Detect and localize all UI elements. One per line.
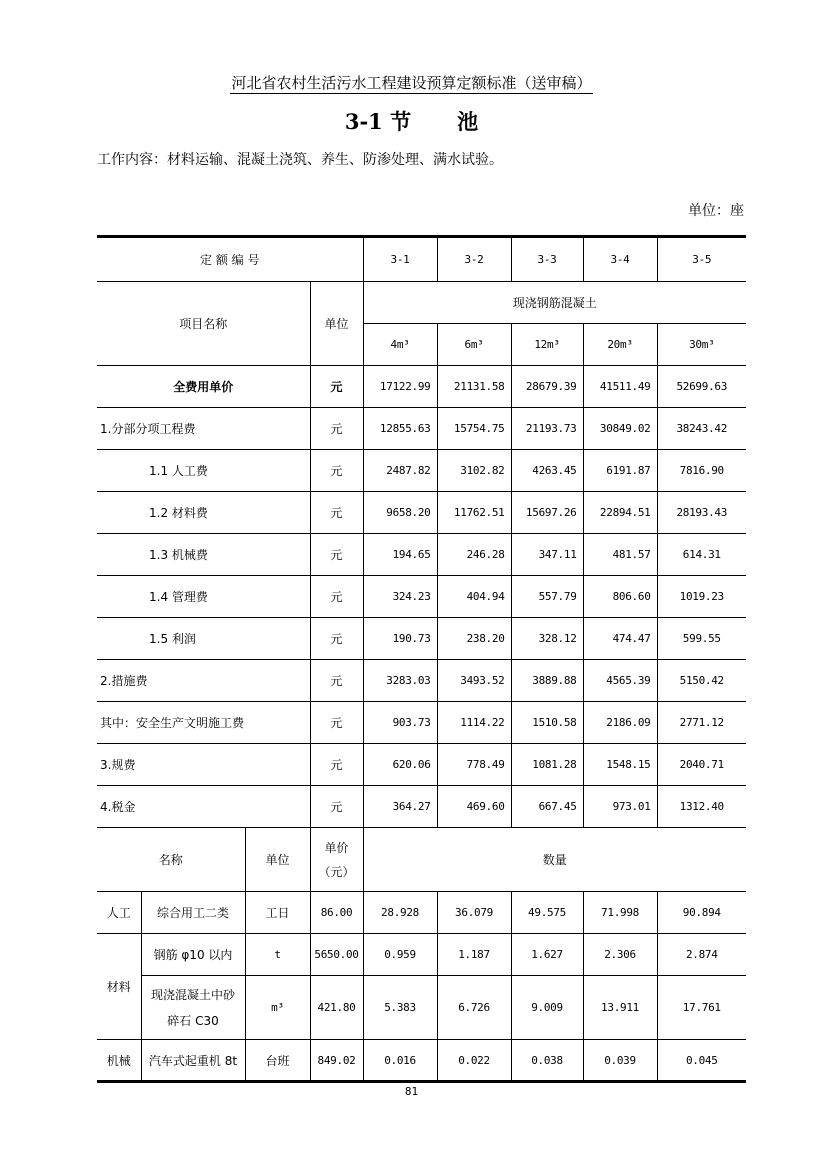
document-header: [0, 72, 823, 93]
cost-unit: 元: [310, 618, 363, 660]
cost-name: 1.2 材料费: [97, 492, 310, 534]
cost-value: 557.79: [511, 576, 583, 618]
cost-value: 21193.73: [511, 408, 583, 450]
cost-name: 1.分部分项工程费: [97, 408, 310, 450]
resource-name: 钢筋 φ10 以内: [141, 934, 245, 976]
resource-quantity: 90.894: [657, 892, 746, 934]
cost-value: 324.23: [363, 576, 437, 618]
cost-value: 12855.63: [363, 408, 437, 450]
cost-value: 903.73: [363, 702, 437, 744]
page-number: 81: [404, 1085, 419, 1098]
resource-unit: t: [245, 934, 310, 976]
resource-quantity: 49.575: [511, 892, 583, 934]
resource-quantity: 0.959: [363, 934, 437, 976]
resource-row-material: [97, 934, 746, 976]
cost-row: [97, 576, 746, 618]
resource-row-labor: [97, 892, 746, 934]
resource-price: 421.80: [310, 976, 363, 1040]
quota-number: 3-5: [657, 237, 746, 282]
cost-name: 1.4 管理费: [97, 576, 310, 618]
cost-value: 973.01: [583, 786, 657, 828]
capacity: 4m³: [363, 324, 437, 366]
cost-value: 1081.28: [511, 744, 583, 786]
cost-unit: 元: [310, 702, 363, 744]
cost-name: 1.3 机械费: [97, 534, 310, 576]
cost-value: 3889.88: [511, 660, 583, 702]
cost-unit: 元: [310, 744, 363, 786]
resource-unit: 工日: [245, 892, 310, 934]
cost-value: 1019.23: [657, 576, 746, 618]
resource-price: 86.00: [310, 892, 363, 934]
cost-value: 778.49: [437, 744, 511, 786]
cost-value: 28193.43: [657, 492, 746, 534]
cost-value: 21131.58: [437, 366, 511, 408]
resource-price: 849.02: [310, 1040, 363, 1082]
cost-row: [97, 660, 746, 702]
price-header-line1: 单价: [324, 840, 349, 855]
cost-row: [97, 702, 746, 744]
resource-quantity: 0.022: [437, 1040, 511, 1082]
cost-value: 4565.39: [583, 660, 657, 702]
resource-quantity-header: 数量: [363, 828, 746, 892]
quota-number: 3-2: [437, 237, 511, 282]
resource-header-row: [97, 828, 746, 892]
cost-row: [97, 786, 746, 828]
resource-category: 机械: [97, 1040, 141, 1082]
cost-value: 474.47: [583, 618, 657, 660]
cost-value: 6191.87: [583, 450, 657, 492]
cost-unit: 元: [310, 786, 363, 828]
cost-value: 2771.12: [657, 702, 746, 744]
resource-row-machinery: [97, 1040, 746, 1082]
cost-value: 3493.52: [437, 660, 511, 702]
price-header-line2: （元）: [318, 864, 355, 879]
cost-value: 404.94: [437, 576, 511, 618]
cost-value: 15754.75: [437, 408, 511, 450]
resource-quantity: 28.928: [363, 892, 437, 934]
cost-name: 2.措施费: [97, 660, 310, 702]
resource-name: [141, 976, 245, 1040]
resource-quantity: 6.726: [437, 976, 511, 1040]
cost-value: 2186.09: [583, 702, 657, 744]
resource-name: 汽车式起重机 8t: [141, 1040, 245, 1082]
capacity: 20m³: [583, 324, 657, 366]
resource-name-line2: 碎石 C30: [167, 1013, 219, 1028]
item-name-header: 项目名称: [97, 282, 310, 366]
cost-name: 4.税金: [97, 786, 310, 828]
resource-quantity: 0.039: [583, 1040, 657, 1082]
cost-row: [97, 492, 746, 534]
resource-category: 人工: [97, 892, 141, 934]
resource-quantity: 2.306: [583, 934, 657, 976]
cost-value: 15697.26: [511, 492, 583, 534]
resource-quantity: 1.187: [437, 934, 511, 976]
cost-value: 364.27: [363, 786, 437, 828]
cost-value: 38243.42: [657, 408, 746, 450]
capacity: 30m³: [657, 324, 746, 366]
cost-value: 52699.63: [657, 366, 746, 408]
resource-category: 材料: [97, 934, 141, 1040]
cost-unit: 元: [310, 408, 363, 450]
resource-quantity: 0.038: [511, 1040, 583, 1082]
cost-unit: 元: [310, 534, 363, 576]
resource-quantity: 9.009: [511, 976, 583, 1040]
section-title: [0, 106, 823, 136]
cost-value: 1312.40: [657, 786, 746, 828]
cost-value: 3102.82: [437, 450, 511, 492]
resource-quantity: 1.627: [511, 934, 583, 976]
cost-value: 5150.42: [657, 660, 746, 702]
cost-unit: 元: [310, 660, 363, 702]
capacity: 6m³: [437, 324, 511, 366]
resource-unit-header: 单位: [245, 828, 310, 892]
cost-name: 1.5 利润: [97, 618, 310, 660]
cost-value: 22894.51: [583, 492, 657, 534]
cost-value: 1548.15: [583, 744, 657, 786]
resource-name-header: 名称: [97, 828, 245, 892]
cost-name: 全费用单价: [97, 366, 310, 408]
resource-quantity: 17.761: [657, 976, 746, 1040]
cost-value: 614.31: [657, 534, 746, 576]
document-title: 河北省农村生活污水工程建设预算定额标准（送审稿）: [231, 74, 592, 92]
cost-row: [97, 534, 746, 576]
quota-number: 3-1: [363, 237, 437, 282]
quota-number-row: [97, 237, 746, 282]
cost-value: 347.11: [511, 534, 583, 576]
resource-quantity: 2.874: [657, 934, 746, 976]
cost-value: 599.55: [657, 618, 746, 660]
resource-name-line1: 现浇混凝土中砂: [150, 987, 235, 1002]
cost-value: 481.57: [583, 534, 657, 576]
quota-number: 3-4: [583, 237, 657, 282]
quota-number-label: 定 额 编 号: [97, 237, 363, 282]
cost-value: 2487.82: [363, 450, 437, 492]
section-name: 池: [457, 109, 479, 134]
resource-price-header: [310, 828, 363, 892]
resource-unit: 台班: [245, 1040, 310, 1082]
resource-row-material: [97, 976, 746, 1040]
cost-row: [97, 450, 746, 492]
cost-name: 1.1 人工费: [97, 450, 310, 492]
section-number: 3-1 节: [344, 109, 412, 134]
cost-value: 806.60: [583, 576, 657, 618]
quota-table: [97, 235, 746, 1083]
cost-value: 238.20: [437, 618, 511, 660]
cost-name: 其中：安全生产文明施工费: [97, 702, 310, 744]
cost-unit: 元: [310, 450, 363, 492]
group-header-row: [97, 282, 746, 324]
cost-row: [97, 408, 746, 450]
cost-value: 667.45: [511, 786, 583, 828]
resource-quantity: 36.079: [437, 892, 511, 934]
cost-row: [97, 744, 746, 786]
cost-value: 4263.45: [511, 450, 583, 492]
resource-quantity: 71.998: [583, 892, 657, 934]
cost-value: 190.73: [363, 618, 437, 660]
cost-value: 1114.22: [437, 702, 511, 744]
cost-value: 194.65: [363, 534, 437, 576]
cost-value: 620.06: [363, 744, 437, 786]
cost-value: 7816.90: [657, 450, 746, 492]
cost-value: 1510.58: [511, 702, 583, 744]
unit-header: 单位: [310, 282, 363, 366]
cost-unit: 元: [310, 576, 363, 618]
group-header: 现浇钢筋混凝土: [363, 282, 746, 324]
cost-name: 3.规费: [97, 744, 310, 786]
cost-value: 246.28: [437, 534, 511, 576]
resource-price: 5650.00: [310, 934, 363, 976]
capacity: 12m³: [511, 324, 583, 366]
resource-quantity: 0.016: [363, 1040, 437, 1082]
quota-number: 3-3: [511, 237, 583, 282]
resource-name: 综合用工二类: [141, 892, 245, 934]
resource-quantity: 5.383: [363, 976, 437, 1040]
unit-note: 单位：座: [688, 203, 744, 219]
cost-unit: 元: [310, 366, 363, 408]
work-content: 工作内容：材料运输、混凝土浇筑、养生、防渗处理、满水试验。: [97, 152, 503, 168]
cost-value: 9658.20: [363, 492, 437, 534]
resource-quantity: 13.911: [583, 976, 657, 1040]
cost-value: 30849.02: [583, 408, 657, 450]
cost-value: 28679.39: [511, 366, 583, 408]
cost-value: 17122.99: [363, 366, 437, 408]
resource-unit: m³: [245, 976, 310, 1040]
cost-value: 2040.71: [657, 744, 746, 786]
cost-value: 11762.51: [437, 492, 511, 534]
cost-value: 3283.03: [363, 660, 437, 702]
cost-value: 328.12: [511, 618, 583, 660]
cost-row: [97, 618, 746, 660]
cost-row-total: [97, 366, 746, 408]
resource-quantity: 0.045: [657, 1040, 746, 1082]
cost-unit: 元: [310, 492, 363, 534]
cost-value: 41511.49: [583, 366, 657, 408]
cost-value: 469.60: [437, 786, 511, 828]
